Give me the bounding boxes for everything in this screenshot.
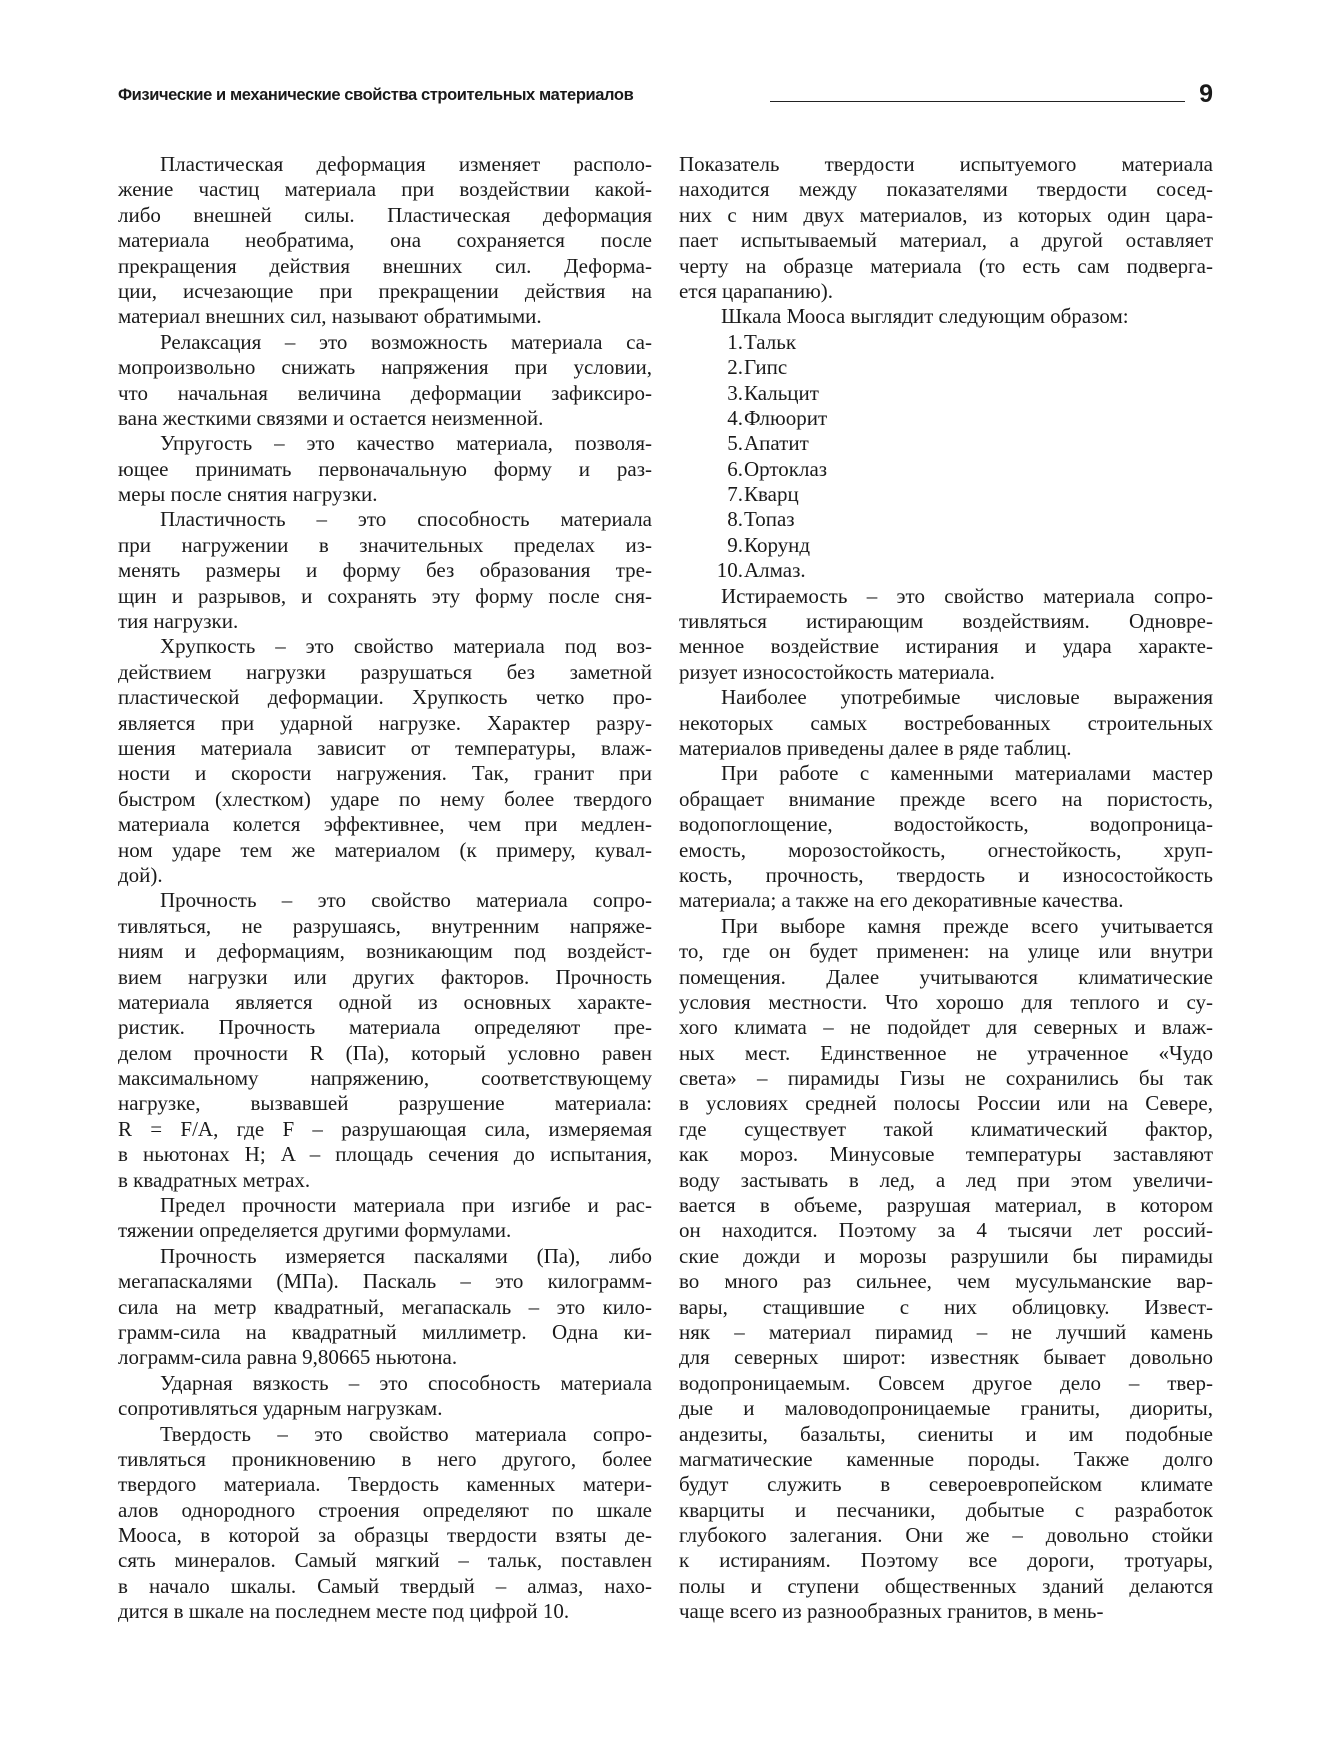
paragraph-line: твердого материала. Твердость каменных матери- bbox=[118, 1472, 652, 1497]
paragraph-line: R = F/A, где F – разрушающая сила, измеряемая bbox=[118, 1116, 652, 1141]
paragraph-line: мопроизвольно снижать напряжения при условии, bbox=[118, 355, 652, 380]
paragraph-line: При работе с каменными материалами мастер bbox=[721, 761, 1213, 786]
paragraph-line: где существует такой климатический фактор, bbox=[679, 1116, 1213, 1141]
mineral-name: Корунд bbox=[744, 532, 811, 557]
paragraph-line: ется царапанию). bbox=[679, 278, 834, 303]
paragraph bbox=[679, 685, 1213, 761]
paragraph-line: что начальная величина деформации зафиксиро- bbox=[118, 380, 652, 405]
paragraph-line: водопоглощение, водостойкость, водопроница- bbox=[679, 812, 1213, 837]
paragraph-line: является при ударной нагрузке. Характер разру- bbox=[118, 710, 652, 735]
paragraph-line: менять размеры и форму без образования тре- bbox=[118, 558, 652, 583]
paragraph-line: вием нагрузки или других факторов. Прочность bbox=[118, 964, 652, 989]
item-number: 7. bbox=[727, 482, 743, 507]
paragraph-line: помещения. Далее учитываются климатические bbox=[679, 964, 1213, 989]
mineral-name: Гипс bbox=[744, 355, 788, 380]
paragraph-line: вана жесткими связями и остается неизменной. bbox=[118, 405, 544, 430]
mohs-scale-intro: Шкала Мооса выглядит следующим образом: bbox=[721, 304, 1129, 329]
paragraph-line: грамм-сила на квадратный миллиметр. Одна ки- bbox=[118, 1319, 652, 1344]
paragraph bbox=[118, 634, 652, 888]
paragraph-line: водопроницаемым. Совсем другое дело – твер- bbox=[679, 1370, 1213, 1395]
paragraph-line: Истираемость – это свойство материала сопро- bbox=[721, 583, 1213, 608]
paragraph-line: Ударная вязкость – это способность материала bbox=[160, 1370, 652, 1395]
paragraph-line: Показатель твердости испытуемого материала bbox=[679, 152, 1213, 176]
item-number: 3. bbox=[727, 380, 743, 405]
mohs-scale-item bbox=[679, 431, 1213, 456]
paragraph bbox=[118, 1193, 652, 1244]
paragraph-line: к истираниям. Поэтому все дороги, тротуары, bbox=[679, 1548, 1213, 1573]
paragraph bbox=[118, 888, 652, 1193]
paragraph-line: ном ударе тем же материалом (к примеру, кувал- bbox=[118, 837, 652, 862]
paragraph-line: тяжении определяется другими формулами. bbox=[118, 1218, 512, 1243]
paragraph-line: сила на метр квадратный, мегапаскаль – это кило- bbox=[118, 1294, 652, 1319]
paragraph-line: максимальному напряжению, соответствующему bbox=[118, 1066, 652, 1091]
paragraph-line: сять минералов. Самый мягкий – тальк, поставлен bbox=[118, 1548, 652, 1573]
mineral-name: Топаз bbox=[744, 507, 795, 532]
paragraph-line: дые и маловодопроницаемые граниты, диориты, bbox=[679, 1396, 1213, 1421]
mohs-scale-item bbox=[679, 507, 1213, 532]
paragraph-line: черту на образце материала (то есть сам подверга- bbox=[679, 253, 1213, 278]
paragraph-line: жение частиц материала при воздействии какой- bbox=[118, 177, 652, 202]
paragraph-line: тивляться истирающим воздействиям. Одновре- bbox=[679, 609, 1213, 634]
paragraph-line: дится в шкале на последнем месте под цифрой 10. bbox=[118, 1599, 570, 1624]
paragraph bbox=[118, 330, 652, 432]
mineral-name: Флюорит bbox=[744, 405, 828, 430]
paragraph-line: ристик. Прочность материала определяют пре- bbox=[118, 1015, 652, 1040]
paragraph-line: меры после снятия нагрузки. bbox=[118, 482, 378, 507]
paragraph-line: тия нагрузки. bbox=[118, 609, 239, 634]
mohs-scale-list bbox=[679, 330, 1213, 584]
paragraph-line: емость, морозостойкость, огнестойкость, хруп- bbox=[679, 837, 1213, 862]
mohs-scale-item bbox=[679, 533, 1213, 558]
mohs-scale-item bbox=[679, 355, 1213, 380]
paragraph-line: делом прочности R (Па), который условно равен bbox=[118, 1040, 652, 1065]
running-title: Физические и механические свойства строительных материалов bbox=[118, 86, 634, 104]
paragraph bbox=[118, 507, 652, 634]
mineral-name: Тальк bbox=[744, 329, 797, 354]
mohs-scale-item bbox=[679, 381, 1213, 406]
item-number: 5. bbox=[727, 431, 743, 456]
mineral-name: Алмаз. bbox=[744, 558, 806, 583]
mohs-scale-item bbox=[679, 406, 1213, 431]
paragraph-line: обращает внимание прежде всего на пористость, bbox=[679, 786, 1213, 811]
paragraph bbox=[679, 761, 1213, 913]
header-rule bbox=[770, 101, 1185, 102]
paragraph-line: глубокого залегания. Они же – довольно стойки bbox=[679, 1523, 1213, 1548]
paragraph bbox=[118, 431, 652, 507]
paragraph-line: дой). bbox=[118, 862, 163, 887]
paragraph-line: няк – материал пирамид – не лучший камень bbox=[679, 1319, 1213, 1344]
paragraph-line: в ньютонах Н; A – площадь сечения до испытания, bbox=[118, 1142, 652, 1167]
paragraph-line: в квадратных метрах. bbox=[118, 1167, 311, 1192]
paragraph-line: магматические каменные породы. Также долго bbox=[679, 1446, 1213, 1471]
item-number: 2. bbox=[727, 355, 743, 380]
paragraph-line: андезиты, базальты, сиениты и им подобные bbox=[679, 1421, 1213, 1446]
mineral-name: Ортоклаз bbox=[744, 456, 828, 481]
paragraph-line: Упругость – это качество материала, позволя- bbox=[160, 431, 652, 456]
paragraph-line: Пластическая деформация изменяет располо- bbox=[160, 152, 652, 176]
paragraph-line: материала необратима, она сохраняется после bbox=[118, 228, 652, 253]
paragraph-line: кварциты и песчаники, добытые с разработок bbox=[679, 1497, 1213, 1522]
paragraph-line: шения материала зависит от температуры, влаж- bbox=[118, 735, 652, 760]
paragraph bbox=[118, 1244, 652, 1371]
paragraph-line: некоторых самых востребованных строительных bbox=[679, 710, 1213, 735]
paragraph-line: Предел прочности материала при изгибе и рас- bbox=[160, 1193, 652, 1218]
paragraph-line: вается в объеме, разрушая материал, в котором bbox=[679, 1193, 1213, 1218]
paragraph-line: ниям и деформациям, возникающим под воздейст- bbox=[118, 939, 652, 964]
paragraph-line: Твердость – это свойство материала сопро- bbox=[160, 1421, 652, 1446]
paragraph bbox=[118, 152, 652, 330]
paragraph-line: тивляться проникновению в него другого, более bbox=[118, 1446, 652, 1471]
paragraph bbox=[679, 584, 1213, 686]
paragraph-line: кость, прочность, твердость и износостойкость bbox=[679, 862, 1213, 887]
paragraph-line: Мооса, в которой за образцы твердости взяты де- bbox=[118, 1523, 652, 1548]
paragraph-line: ности и скорости нагружения. Так, гранит при bbox=[118, 761, 652, 786]
paragraph-line: Наиболее употребимые числовые выражения bbox=[721, 685, 1213, 710]
paragraph-line: как мороз. Минусовые температуры заставляют bbox=[679, 1142, 1213, 1167]
left-column bbox=[118, 152, 652, 1625]
paragraph-line: воду застывать в лед, а лед при этом увеличи- bbox=[679, 1167, 1213, 1192]
paragraph-line: нагрузке, вызвавшей разрушение материала: bbox=[118, 1091, 652, 1116]
paragraph-line: них с ним двух материалов, из которых один цара- bbox=[679, 202, 1213, 227]
paragraph-line: материала; а также на его декоративные качества. bbox=[679, 888, 1124, 913]
paragraph-line: ризует износостойкость материала. bbox=[679, 659, 995, 684]
paragraph-line: материала колется эффективнее, чем при медлен- bbox=[118, 812, 652, 837]
paragraph bbox=[679, 914, 1213, 1625]
paragraph-line: то, где он будет применен: на улице или внутри bbox=[679, 939, 1213, 964]
mineral-name: Кварц bbox=[744, 482, 799, 507]
paragraph-line: материалов приведены далее в ряде таблиц. bbox=[679, 735, 1072, 760]
paragraph-line: Прочность измеряется паскалями (Па), либо bbox=[160, 1243, 652, 1268]
paragraph-line: пает испытываемый материал, а другой оставляет bbox=[679, 228, 1213, 253]
paragraph-line: тивляться, не разрушаясь, внутренним напряже- bbox=[118, 913, 652, 938]
paragraph-line: вары, стащившие с них облицовку. Извест- bbox=[679, 1294, 1213, 1319]
item-number: 4. bbox=[727, 405, 743, 430]
paragraph bbox=[118, 1371, 652, 1422]
paragraph-line: менное воздействие истирания и удара характе- bbox=[679, 634, 1213, 659]
paragraph-line: При выборе камня прежде всего учитывается bbox=[721, 913, 1213, 938]
paragraph-line: при нагружении в значительных пределах из- bbox=[118, 532, 652, 557]
item-number: 1. bbox=[727, 329, 743, 354]
paragraph-line: условия местности. Что хорошо для теплого и су- bbox=[679, 989, 1213, 1014]
paragraph-line: ных мест. Единственное не утраченное «Чудо bbox=[679, 1040, 1213, 1065]
mohs-scale-item bbox=[679, 457, 1213, 482]
page-number: 9 bbox=[1199, 80, 1213, 108]
paragraph-line: действием нагрузки разрушаться без заметной bbox=[118, 659, 652, 684]
paragraph-line: сопротивляться ударным нагрузкам. bbox=[118, 1396, 443, 1421]
paragraph-line: он находится. Поэтому за 4 тысячи лет россий- bbox=[679, 1218, 1213, 1243]
item-number: 8. bbox=[727, 507, 743, 532]
paragraph-line: алов однородного строения определяют по шкале bbox=[118, 1497, 652, 1522]
mohs-scale-item bbox=[679, 482, 1213, 507]
mineral-name: Кальцит bbox=[744, 380, 819, 405]
item-number: 9. bbox=[727, 532, 743, 557]
paragraph-line: Пластичность – это способность материала bbox=[160, 507, 652, 532]
paragraph-line: прекращения действия внешних сил. Деформа- bbox=[118, 253, 652, 278]
paragraph-line: материала является одной из основных характе- bbox=[118, 989, 652, 1014]
running-header bbox=[118, 80, 1213, 108]
paragraph-line: быстром (хлестком) ударе по нему более твердого bbox=[118, 786, 652, 811]
paragraph-line: ции, исчезающие при прекращении действия на bbox=[118, 278, 652, 303]
paragraph-line: Релаксация – это возможность материала са- bbox=[160, 329, 652, 354]
right-column bbox=[679, 152, 1213, 1625]
paragraph-line: света» – пирамиды Гизы не сохранились бы так bbox=[679, 1066, 1213, 1091]
paragraph-line: в условиях средней полосы России или на Севере, bbox=[679, 1091, 1213, 1116]
paragraph-line: ские дожди и морозы разрушили бы пирамиды bbox=[679, 1243, 1213, 1268]
mohs-scale-item bbox=[679, 558, 1213, 583]
mohs-scale-item bbox=[679, 330, 1213, 355]
paragraph bbox=[118, 1422, 652, 1625]
paragraph-line: полы и ступени общественных зданий делаются bbox=[679, 1573, 1213, 1598]
paragraph-line: чаще всего из разнообразных гранитов, в мень- bbox=[679, 1599, 1104, 1624]
paragraph-line: Прочность – это свойство материала сопро- bbox=[160, 888, 652, 913]
paragraph-line: материал внешних сил, называют обратимыми. bbox=[118, 304, 542, 329]
paragraph-line: щин и разрывов, и сохранять эту форму после сня- bbox=[118, 583, 652, 608]
paragraph-line: Хрупкость – это свойство материала под воз- bbox=[160, 634, 652, 659]
item-number: 6. bbox=[727, 456, 743, 481]
mineral-name: Апатит bbox=[744, 431, 809, 456]
paragraph-line: будут служить в североевропейском климате bbox=[679, 1472, 1213, 1497]
paragraph-line: во много раз сильнее, чем мусульманские вар- bbox=[679, 1269, 1213, 1294]
paragraph bbox=[679, 152, 1213, 304]
paragraph-line: мегапаскалями (МПа). Паскаль – это килограмм- bbox=[118, 1269, 652, 1294]
paragraph-line: либо внешней силы. Пластическая деформация bbox=[118, 202, 652, 227]
item-number: 10. bbox=[716, 558, 743, 583]
paragraph-line: для северных широт: известняк бывает довольно bbox=[679, 1345, 1213, 1370]
paragraph-line: находится между показателями твердости сосед- bbox=[679, 177, 1213, 202]
paragraph-line: лограмм-сила равна 9,80665 ньютона. bbox=[118, 1345, 458, 1370]
paragraph-line: ющее принимать первоначальную форму и раз- bbox=[118, 456, 652, 481]
paragraph-line: хого климата – не подойдет для северных и влаж- bbox=[679, 1015, 1213, 1040]
paragraph-line: пластической деформации. Хрупкость четко про- bbox=[118, 685, 652, 710]
paragraph-line: в начало шкалы. Самый твердый – алмаз, нахо- bbox=[118, 1573, 652, 1598]
